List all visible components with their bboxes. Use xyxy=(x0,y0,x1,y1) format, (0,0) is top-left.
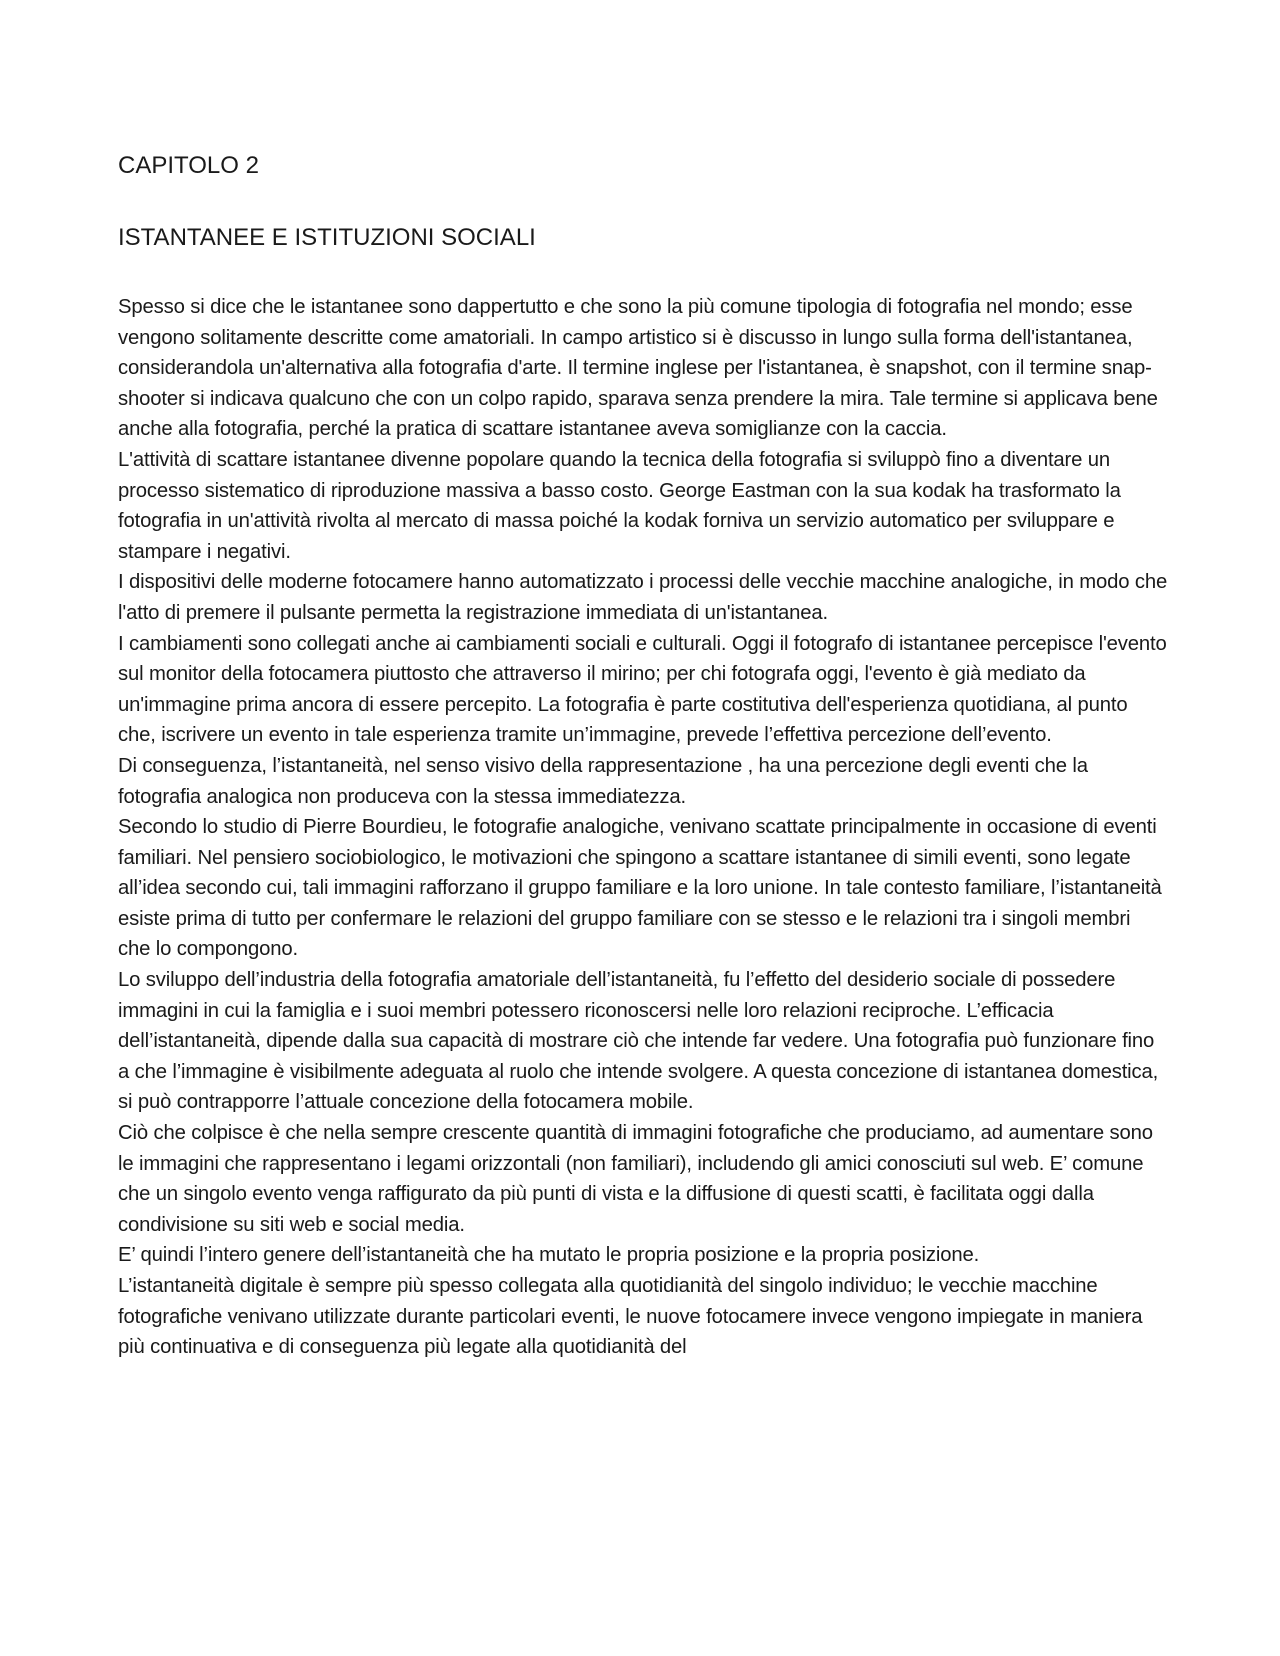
chapter-heading: CAPITOLO 2 xyxy=(118,152,259,179)
paragraph-1: Spesso si dice che le istantanee sono dappertutto e che sono la più comune tipologia di fotografia nel mondo; esse vengono solitamente descritte come amatoriali. In campo artistico si è discusso in lungo sulla forma dell'istantanea, considerandola un'alternativa alla fotografia d'arte. Il termine inglese per l'istantanea, è snapshot, con il termine snap-shooter si indicava qualcuno che con un colpo rapido, sparava senza prendere la mira. Tale termine si applicava bene anche alla fotografia, perché la pratica di scattare istantanee aveva somiglianze con la caccia. xyxy=(118,296,1158,441)
paragraph-10: L’istantaneità digitale è sempre più spesso collegata alla quotidianità del singolo individuo; le vecchie macchine fotografiche venivano utilizzate durante particolari eventi, le nuove fotocamere invece vengono impiegate in maniera più continuativa e di conseguenza più legate alla quotidianità del xyxy=(118,1275,1143,1359)
paragraph-2: L'attività di scattare istantanee divenne popolare quando la tecnica della fotografia si sviluppò fino a diventare un processo sistematico di riproduzione massiva a basso costo. George Eastman con la sua kodak ha trasformato la fotografia in un'attività rivolta al mercato di massa poiché la kodak forniva un servizio automatico per sviluppare e stampare i negativi. xyxy=(118,448,1121,563)
paragraph-5: Di conseguenza, l’istantaneità, nel senso visivo della rappresentazione , ha una percezione degli eventi che la fotografia analogica non produceva con la stessa immediatezza. xyxy=(118,754,1088,808)
paragraph-8: Ciò che colpisce è che nella sempre crescente quantità di immagini fotografiche che produciamo, ad aumentare sono le immagini che rappresentano i legami orizzontali (non familiari), includendo gli amici conosciuti sul web. E’ comune che un singolo evento venga raffigurato da più punti di vista e la diffusione di questi scatti, è facilitata oggi dalla condivisione su siti web e social media. xyxy=(118,1122,1153,1236)
chapter-title: ISTANTANEE E ISTITUZIONI SOCIALI xyxy=(118,224,536,251)
document-body xyxy=(118,150,1168,1363)
paragraph-6: Secondo lo studio di Pierre Bourdieu, le fotografie analogiche, venivano scattate principalmente in occasione di eventi familiari. Nel pensiero sociobiologico, le motivazioni che spingono a scattare istantanee di simili eventi, sono legate all’idea secondo cui, tali immagini rafforzano il gruppo familiare e la loro unione. In tale contesto familiare, l’istantaneità esiste prima di tutto per confermare le relazioni del gruppo familiare con se stesso e le relazioni tra i singoli membri che lo compongono. xyxy=(118,816,1162,961)
paragraph-9: E’ quindi l’intero genere dell’istantaneità che ha mutato le propria posizione e la propria posizione. xyxy=(118,1244,980,1267)
paragraph-4: I cambiamenti sono collegati anche ai cambiamenti sociali e culturali. Oggi il fotografo di istantanee percepisce l'evento sul monitor della fotocamera piuttosto che attraverso il mirino; per chi fotografa oggi, l'evento è già mediato da un'immagine prima ancora di essere percepito. La fotografia è parte costitutiva dell'esperienza quotidiana, al punto che, iscrivere un evento in tale esperienza tramite un’immagine, prevede l’effettiva percezione dell’evento. xyxy=(118,632,1167,747)
paragraph-3: I dispositivi delle moderne fotocamere hanno automatizzato i processi delle vecchie macchine analogiche, in modo che l'atto di premere il pulsante permetta la registrazione immediata di un'istantanea. xyxy=(118,571,1168,624)
paragraph-7: Lo sviluppo dell’industria della fotografia amatoriale dell’istantaneità, fu l’effetto del desiderio sociale di possedere immagini in cui la famiglia e i suoi membri potessero riconoscersi nelle loro relazioni reciproche. L’efficacia dell’istantaneità, dipende dalla sua capacità di mostrare ciò che intende far vedere. Una fotografia può funzionare fino a che l’immagine è visibilmente adeguata al ruolo che intende svolgere. A questa concezione di istantanea domestica, si può contrapporre l’attuale concezione della fotocamera mobile. xyxy=(118,969,1159,1114)
